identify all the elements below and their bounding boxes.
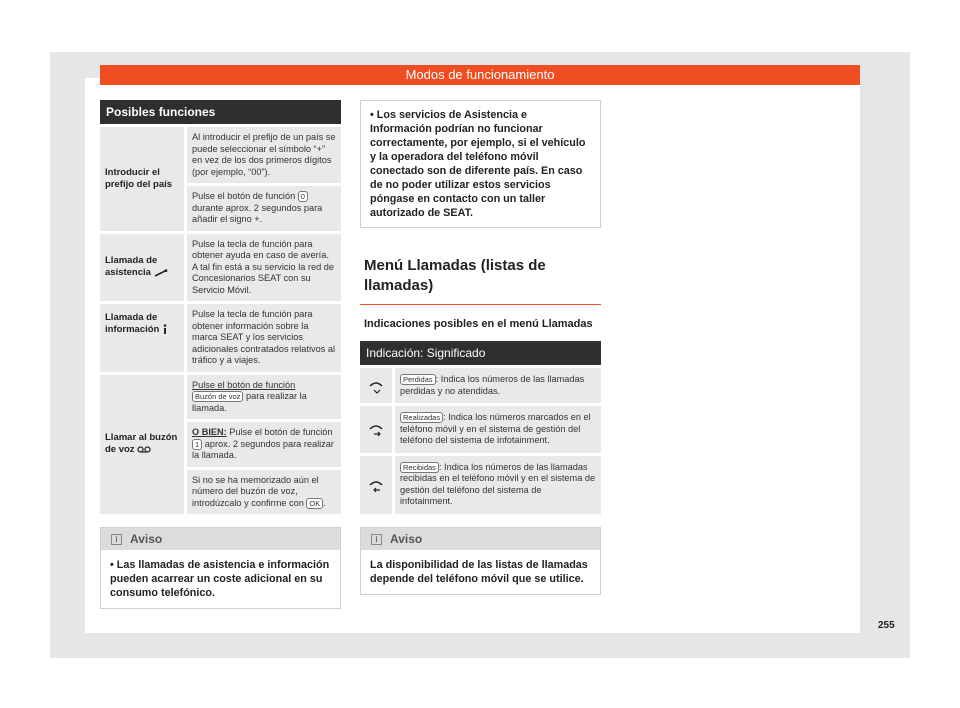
page-number: 255: [878, 620, 895, 631]
row-cell: Si no se ha memorizado aún el número del buzón de voz, introdúzcalo y confirme con OK .: [187, 470, 341, 515]
note-box: • Los servicios de Asistencia e Información podrían no funcionar correctamente, por ejemplo, si el vehículo y la operadora del teléfono móvil conectado son de diferente país. En caso de no poder utilizar estos servicios póngase en contacto con un taller autorizado de SEAT.: [360, 100, 601, 228]
table-row: [100, 127, 341, 234]
notice-header: i Aviso: [361, 528, 600, 550]
row-label: Llamada de información: [100, 304, 184, 372]
row-cell: O BIEN: Pulse el botón de función 1 aprox. 2 segundos para realizar la llamada.: [187, 422, 341, 467]
table-row: [360, 456, 601, 517]
left-column: [100, 100, 341, 609]
voicemail-key-label: Buzón de voz: [192, 391, 243, 402]
row-label: Introducir el prefijo del país: [100, 127, 184, 231]
notice-box: [360, 527, 601, 595]
section-subtitle: Indicaciones posibles en el menú Llamadas: [364, 318, 593, 330]
row-text: Recibidas : Indica los números de las llamadas recibidas en el teléfono móvil y en el sistema de gestión del teléfono del sistema de infotainment.: [395, 456, 601, 514]
incoming-call-icon: [368, 477, 384, 493]
functions-table-title: Posibles funciones: [100, 100, 341, 124]
table-row: [360, 368, 601, 406]
key-0-button-label: 0: [298, 191, 308, 202]
table-row: [100, 375, 341, 518]
dialed-key-label: Realizadas: [400, 412, 443, 423]
row-cell: Pulse el botón de función 0 durante aprox. 2 segundos para añadir el signo +.: [187, 186, 341, 231]
right-column: [360, 100, 601, 595]
calls-table: [360, 341, 601, 517]
ok-key-label: OK: [306, 498, 323, 509]
outgoing-call-icon: [368, 421, 384, 437]
notice-box: [100, 527, 341, 609]
info-icon: i: [371, 534, 382, 545]
received-key-label: Recibidas: [400, 462, 439, 473]
info-icon: i: [111, 534, 122, 545]
notice-text: • Las llamadas de asistencia e información pueden acarrear un coste adicional en su consumo telefónico.: [110, 559, 330, 599]
row-cell: Pulse el botón de función Buzón de voz para realizar la llamada.: [187, 375, 341, 420]
calls-table-title: Indicación: Significado: [360, 341, 601, 365]
row-cell: Pulse la tecla de función para obtener ayuda en caso de avería. A tal fin está a su servicio la red de Concesionarios SEAT con su Servicio Móvil.: [187, 234, 341, 302]
row-cell: Pulse la tecla de función para obtener información sobre la marca SEAT y los servicios adicionales contratados relativos al tráfico y a viajes.: [187, 304, 341, 372]
row-cell: Al introducir el prefijo de un país se puede seleccionar el símbolo “+” en vez de los dos primeros dígitos (por ejemplo, “00”).: [187, 127, 341, 183]
missed-call-icon: [368, 378, 384, 394]
table-row: [360, 406, 601, 456]
section-title: Menú Llamadas (listas de llamadas): [360, 256, 601, 305]
table-row: [100, 304, 341, 375]
info-icon: [162, 324, 168, 334]
row-text: Perdidas : Indica los números de las llamadas perdidas y no atendidas.: [395, 368, 601, 403]
table-row: [100, 234, 341, 305]
wrench-icon: [154, 269, 168, 277]
key-1-button-label: 1: [192, 439, 202, 450]
notice-header: i Aviso: [101, 528, 340, 550]
voicemail-icon: [137, 446, 151, 453]
missed-key-label: Perdidas: [400, 374, 436, 385]
section-header: Modos de funcionamiento: [100, 65, 860, 85]
row-text: Realizadas : Indica los números marcados en el teléfono móvil y en el sistema de gestión del teléfono del sistema de infotainment.: [395, 406, 601, 453]
row-label: Llamar al buzón de voz: [100, 375, 184, 515]
row-label: Llamada de asistencia: [100, 234, 184, 302]
notice-text: La disponibilidad de las listas de llamadas depende del teléfono móvil que se utilice.: [370, 558, 588, 585]
